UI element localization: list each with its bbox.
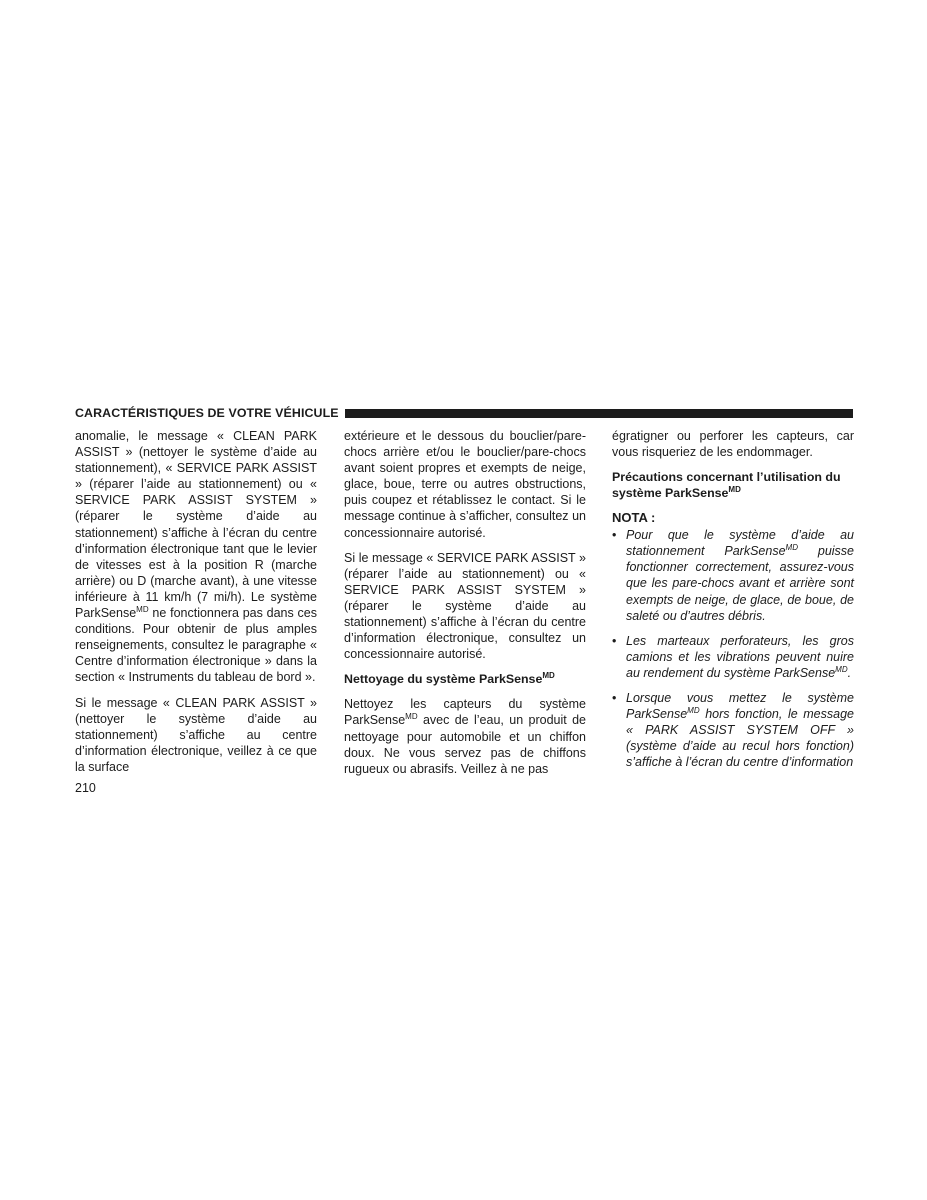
header-rule: [345, 409, 853, 418]
column-2: [344, 428, 586, 786]
paragraph: Nettoyez les capteurs du système ParkSense$^{MD}$ avec de l’eau, un produit de nettoyage pour automobile et un chiffon doux. Ne vous servez pas de chiffons rugueux ou abrasifs. Veillez à ne pas: [344, 697, 586, 776]
list-item: • Les marteaux perforateurs, les gros camions et les vibrations peuvent nuire au rendement du système ParkSense$^{MD}$.: [612, 633, 854, 681]
section-title: CARACTÉRISTIQUES DE VOTRE VÉHICULE: [75, 406, 339, 420]
column-1: [75, 428, 317, 784]
page-number: 210: [75, 781, 96, 795]
section-header: [75, 405, 853, 421]
note-list: [612, 527, 854, 770]
paragraph: extérieure et le dessous du bouclier/pare-chocs arrière et/ou le bouclier/pare-chocs avant soient propres et exempts de neige, glace, boue, terre ou autres obstructions, puis coupez et rétablissez le contact. Si le message continue à s’afficher, consultez un concessionnaire autorisé.: [344, 429, 586, 540]
list-item: • Lorsque vous mettez le système ParkSense$^{MD}$ hors fonction, le message « PARK ASSIST SYSTEM OFF » (système d’aide au recul hors fonction) s’affiche à l’écran du centre d’information: [612, 690, 854, 770]
paragraph: anomalie, le message « CLEAN PARK ASSIST » (nettoyer le système d’aide au stationnement), « SERVICE PARK ASSIST » (réparer l’aide au stationnement) ou « SERVICE PARK ASSIST SYSTEM » (réparer le système d’aide au stationnement) s’affiche à l’écran du centre d’information électronique tant que le levier de vitesses est à la position R (marche arrière) ou D (marche avant), à une vitesse inférieure à 11 km/h (7 mi/h). Le système ParkSense$^{MD}$ ne fonctionnera pas dans ces conditions. Pour obtenir de plus amples renseignements, consultez le paragraphe « Centre d’information électronique » dans la section « Instruments du tableau de bord ».: [75, 429, 317, 685]
paragraph: Si le message « CLEAN PARK ASSIST » (nettoyer le système d’aide au stationnement) s’affiche au centre d’information électronique, veillez à ce que la surface: [75, 695, 317, 774]
list-item: • Pour que le système d’aide au stationnement ParkSense$^{MD}$ puisse fonctionner correctement, assurez-vous que les pare-chocs avant et arrière sont exempts de neige, de glace, de boue, de saleté ou d’autres débris.: [612, 527, 854, 624]
paragraph: égratigner ou perforer les capteurs, car vous risqueriez de les endommager.: [612, 429, 854, 460]
section-heading-cleaning: Nettoyage du système ParkSense$^{MD}$: [344, 671, 555, 687]
note-label: NOTA :: [612, 510, 656, 526]
paragraph: Si le message « SERVICE PARK ASSIST » (réparer l’aide au stationnement) ou « SERVICE PARK ASSIST SYSTEM » (réparer le système d’aide au stationnement) s’affiche à l’écran du centre d’information électronique, consultez un concessionnaire autorisé.: [344, 550, 586, 662]
column-3: [612, 428, 854, 780]
section-heading-precautions: Précautions concernant l’utilisation du système ParkSense$^{MD}$: [612, 470, 841, 501]
